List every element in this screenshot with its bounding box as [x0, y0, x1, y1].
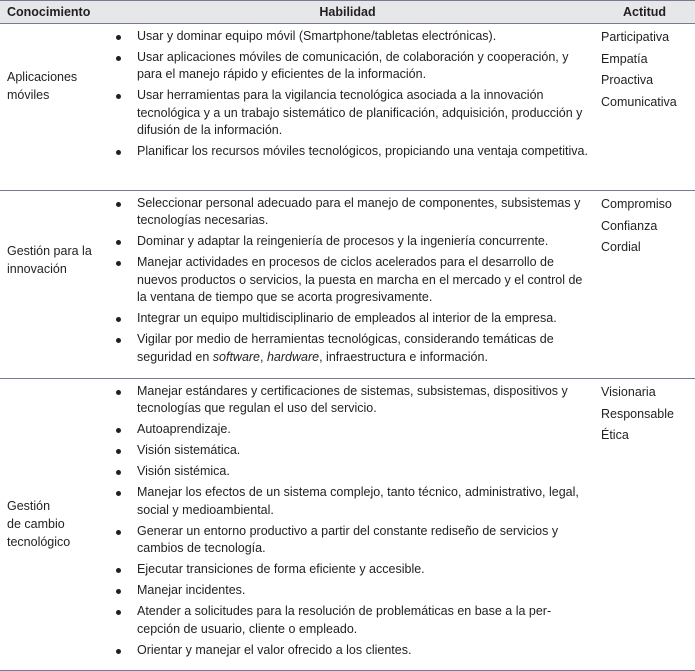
- actitud-item: Compromiso: [601, 197, 672, 211]
- table-row-aplicaciones-moviles: [0, 24, 695, 191]
- bullet-icon: [116, 94, 121, 99]
- conocimiento-cell: [7, 497, 117, 551]
- conocimiento-cell: [7, 68, 117, 104]
- actitud-item: Proactiva: [601, 73, 654, 87]
- habilidad-item: [114, 523, 594, 558]
- bullet-icon: [116, 649, 121, 654]
- bullet-icon: [116, 338, 121, 343]
- table-row-gestion-innovacion: [0, 191, 695, 379]
- habilidad-text: Visión sistemática.: [137, 443, 241, 457]
- actitud-item: Empatía: [601, 51, 648, 66]
- habilidad-item: [114, 28, 594, 46]
- actitud-item: Visionaria: [601, 385, 656, 399]
- bullet-icon: [116, 610, 121, 615]
- header-conocimiento: Conocimiento: [7, 5, 91, 19]
- conocimiento-line: de cambio: [7, 517, 65, 531]
- conocimiento-line: Gestión para la: [7, 244, 92, 258]
- bullet-icon: [116, 261, 121, 266]
- habilidad-text: Dominar y adaptar la reingeniería de procesos y la ingeniería concurrente.: [137, 234, 549, 248]
- bullet-icon: [116, 530, 121, 535]
- habilidad-item: [114, 582, 594, 600]
- habilidad-text: Orientar y manejar el valor ofrecido a los clientes.: [137, 642, 412, 657]
- conocimiento-line: Gestión: [7, 499, 51, 513]
- habilidades-list: [114, 379, 594, 659]
- header-actitud: Actitud: [623, 5, 667, 19]
- habilidad-text: Planificar los recursos móviles tecnológicos, propiciando una ventaja competitiva.: [137, 144, 588, 158]
- habilidad-text: Manejar los efectos de un sistema complejo, tanto técnico, administrativo, legal, social y medioambiental.: [137, 485, 579, 517]
- habilidad-item: [114, 233, 594, 251]
- habilidad-text: Manejar incidentes.: [137, 583, 246, 597]
- table-row-gestion-cambio: [0, 379, 695, 671]
- bullet-icon: [116, 428, 121, 433]
- table-header: [0, 0, 695, 24]
- habilidad-text: Usar y dominar equipo móvil (Smartphone/tabletas electrónicas).: [137, 28, 497, 43]
- habilidad-item: [114, 442, 594, 460]
- habilidad-text: Autoaprendizaje.: [137, 422, 231, 436]
- conocimiento-line: Aplicaciones: [7, 70, 78, 84]
- habilidad-item: [114, 383, 594, 418]
- conocimiento-line: tecnológico: [7, 535, 71, 549]
- bullet-icon: [116, 390, 121, 395]
- actitudes-list: [601, 194, 695, 259]
- actitud-item: Ética: [601, 428, 629, 442]
- habilidad-item: [114, 254, 594, 307]
- habilidad-item: [114, 463, 594, 481]
- habilidades-list: [114, 191, 594, 366]
- bullet-icon: [116, 317, 121, 322]
- actitudes-list: [601, 27, 695, 113]
- bullet-icon: [116, 202, 121, 207]
- bullet-icon: [116, 35, 121, 40]
- habilidad-item: [114, 421, 594, 439]
- actitud-item: Cordial: [601, 240, 641, 254]
- habilidad-text: Ejecutar transiciones de forma eficiente y accesible.: [137, 562, 425, 576]
- actitud-item: Comunicativa: [601, 94, 677, 109]
- habilidad-text: Seleccionar personal adecuado para el manejo de componentes, subsistemas y tecnologías necesarias.: [137, 195, 581, 227]
- habilidad-text: Integrar un equipo multidisciplinario de empleados al interior de la empresa.: [137, 311, 557, 325]
- actitudes-list: [601, 382, 695, 447]
- habilidad-item: [114, 310, 594, 328]
- habilidad-text: Usar aplicaciones móviles de comunicación, de colaboración y cooperación, y para el manejo rápido y eficientes de la información.: [137, 49, 569, 81]
- habilidad-item: [114, 561, 594, 579]
- habilidad-item: [114, 603, 594, 638]
- habilidad-item: [114, 195, 594, 230]
- habilidad-text: Manejar actividades en procesos de ciclos acelerados para el desarrollo de nuevos productos o servicios, la puesta en marcha en el mercado y el control de la ventana de tiempo que se acorta progresivamente.: [137, 255, 583, 304]
- bullet-icon: [116, 470, 121, 475]
- habilidad-item: [114, 143, 594, 161]
- bullet-icon: [116, 568, 121, 573]
- habilidad-item: [114, 49, 594, 84]
- habilidad-item: [114, 331, 594, 366]
- habilidad-text: Manejar estándares y certificaciones de sistemas, subsistemas, dispositivos y tecnologías que regulan el uso del servicio.: [137, 383, 568, 415]
- habilidad-item: [114, 484, 594, 519]
- habilidad-item: [114, 87, 594, 140]
- conocimiento-cell: [7, 242, 117, 278]
- bullet-icon: [116, 240, 121, 245]
- bullet-icon: [116, 589, 121, 594]
- habilidades-list: [114, 24, 594, 161]
- habilidad-text: Usar herramientas para la vigilancia tecnológica asociada a la innovación tecnológica y a un trabajo sistemático de planificación, adquisición, producción y difusión de la información.: [137, 88, 583, 137]
- actitud-item: Participativa: [601, 30, 670, 44]
- bullet-icon: [116, 449, 121, 454]
- habilidad-text: Visión sistémica.: [137, 464, 230, 478]
- actitud-item: Confianza: [601, 218, 658, 233]
- habilidad-text: Generar un entorno productivo a partir del constante rediseño de servicios y cambios de tecnología.: [137, 523, 559, 555]
- conocimiento-line: innovación: [7, 262, 67, 276]
- bullet-icon: [116, 150, 121, 155]
- conocimiento-line: móviles: [7, 88, 50, 102]
- header-habilidad: Habilidad: [319, 5, 376, 19]
- bullet-icon: [116, 56, 121, 61]
- habilidad-text: Atender a solicitudes para la resolución de problemáticas en base a la per-cepción de usuario, cliente o empleado.: [137, 604, 552, 636]
- habilidad-text: Vigilar por medio de herramientas tecnológicas, considerando temáticas de seguridad en software, hardware, infraestructura e información.: [137, 332, 554, 364]
- bullet-icon: [116, 491, 121, 496]
- actitud-item: Responsable: [601, 406, 674, 421]
- habilidad-item: [114, 642, 594, 660]
